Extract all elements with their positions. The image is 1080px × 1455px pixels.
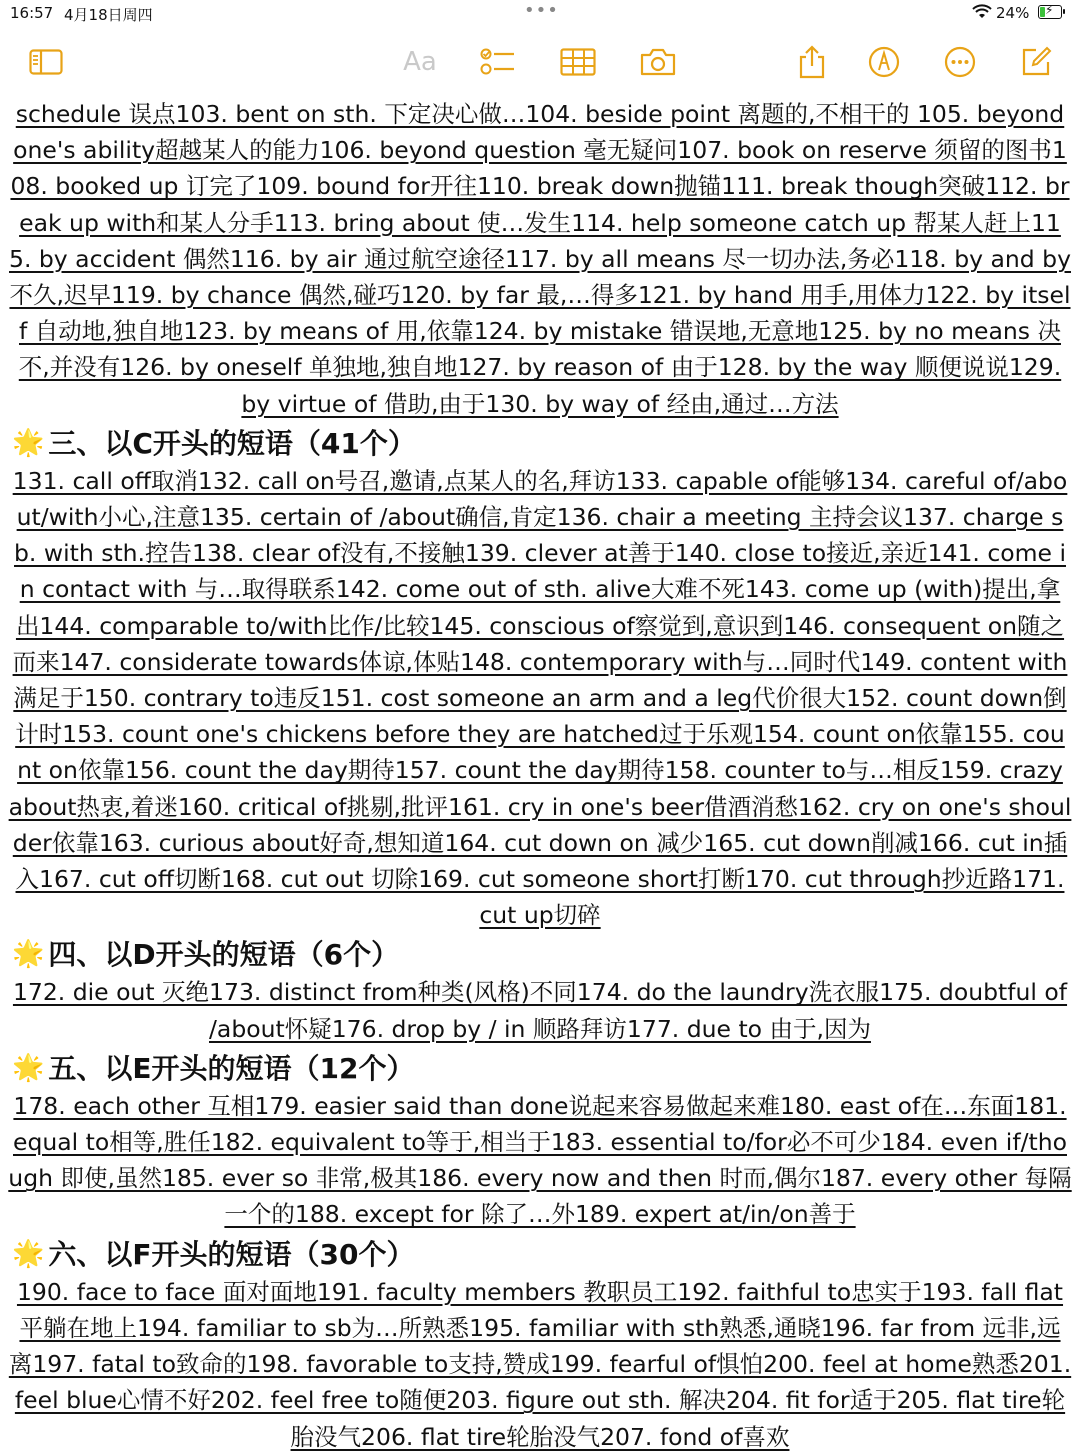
section-heading-text: 三、以C开头的短语（41个） (48, 426, 416, 460)
compose-icon[interactable] (1016, 44, 1056, 80)
ellipsis-icon[interactable]: ••• (524, 0, 559, 21)
note-body[interactable] (8, 96, 1072, 1455)
star-icon: 🌟 (12, 427, 45, 458)
checklist-icon[interactable] (478, 44, 518, 80)
battery-icon: ⚡ (1038, 5, 1062, 19)
status-bar (0, 0, 1080, 26)
section-heading-text: 六、以F开头的短语（30个） (48, 1237, 415, 1271)
phrase-paragraph-b: schedule 误点103. bent on sth. 下定决心做…104. beside point 离题的,不相干的 105. beyond one's ability超越某人的能力106. beyond question 毫无疑问107. book on reserve 须留的图书108. booked up 订完了109. bound for开往110. break down抛锚111. break though突破112. break up with和某人分手113. bring about 使…发生114. help someone catch up 帮某人赶上115. by accident 偶然116. by air 通过航空途径117. by all means 尽一切办法,务必118. by and by 不久,迟早119. by chance 偶然,碰巧120. by far 最,…得多121. by hand 用手,用体力122. by itself 自动地,独自地123. by means of 用,依靠124. by mistake 错误地,无意地125. by no means 决不,并没有126. by oneself 单独地,独自地127. by reason of 由于128. by the way 顺便说说129. by virtue of 借助,由于130. by way of 经由,通过…方法 (9, 100, 1071, 418)
star-icon: 🌟 (12, 939, 45, 970)
section-heading-e (8, 1049, 1072, 1088)
status-time: 16:57 (10, 4, 54, 22)
markup-icon[interactable] (864, 44, 904, 80)
phrase-paragraph-d: 172. die out 灭绝173. distinct from种类(风格)不同174. do the laundry洗衣服175. doubtful of /about怀疑176. drop by / in 顺路拜访177. due to 由于,因为 (12, 978, 1068, 1043)
phrase-paragraph-c: 131. call off取消132. call on号召,邀请,点某人的名,拜访133. capable of能够134. careful of/about/with小心,注意135. certain of /about确信,肯定136. chair a meeting 主持会议137. charge sb. with sth.控告138. clear of没有,不接触139. clever at善于140. close to接近,亲近141. come in contact with 与…取得联系142. come out of sth. alive大难不死143. come up (with)提出,拿出144. comparable to/with比作/比较145. conscious of察觉到,意识到146. consequent on随之而来147. considerate towards体谅,体贴148. contemporary with与…同时代149. content with满足于150. contrary to违反151. cost someone an arm and a leg代价很大152. count down倒计时153. count one's chickens before they are hatched过于乐观154. count on依靠155. count on依靠156. count the day期待157. count the day期待158. counter to与…相反159. crazy about热衷,着迷160. critical of挑剔,批评161. cry in one's beer借酒消愁162. cry on one's shoulder依靠163. curious about好奇,想知道164. cut down on 减少165. cut down削减166. cut in插入167. cut off切断168. cut out 切除169. cut someone short打断170. cut through抄近路171. cut up切碎 (8, 466, 1072, 930)
section-heading-c (8, 424, 1072, 463)
sidebar-icon[interactable] (26, 44, 66, 80)
share-icon[interactable] (792, 44, 832, 80)
battery-cap (1063, 9, 1065, 14)
more-icon[interactable] (940, 44, 980, 80)
battery-percentage: 24% (996, 4, 1030, 22)
camera-icon[interactable] (638, 44, 678, 80)
status-date: 4月18日周四 (64, 6, 153, 24)
text-format-button[interactable]: Aa (403, 47, 437, 77)
wifi-icon (972, 4, 992, 24)
section-heading-d (8, 935, 1072, 974)
phrase-paragraph-e: 178. each other 互相179. easier said than done说起来容易做起来难180. east of在…东面181. equal to相等,胜任182. equivalent to等于,相当于183. essential to/for必不可少184. even if/though 即使,虽然185. ever so 非常,极其186. every now and then 时而,偶尔187. every other 每隔一个的188. except for 除了…外189. expert at/in/on善于 (8, 1091, 1072, 1229)
section-heading-text: 五、以E开头的短语（12个） (48, 1051, 415, 1085)
table-icon[interactable] (558, 44, 598, 80)
star-icon: 🌟 (12, 1238, 45, 1269)
section-heading-f (8, 1235, 1072, 1274)
section-heading-text: 四、以D开头的短语（6个） (48, 938, 400, 972)
phrase-paragraph-f: 190. face to face 面对面地191. faculty members 教职员工192. faithful to忠实于193. fall flat 平躺在地上194. familiar to sb为…所熟悉195. familiar with sth熟悉,通晓196. far from 远非,远离197. fatal to致命的198. favorable to支持,赞成199. fearful of惧怕200. feel at home熟悉201. feel blue心情不好202. feel free to随便203. figure out sth. 解决204. fit for适于205. flat tire轮胎没气206. flat tire轮胎没气207. fond of喜欢 (8, 1277, 1072, 1451)
star-icon: 🌟 (12, 1052, 45, 1083)
notes-toolbar (0, 40, 1080, 84)
